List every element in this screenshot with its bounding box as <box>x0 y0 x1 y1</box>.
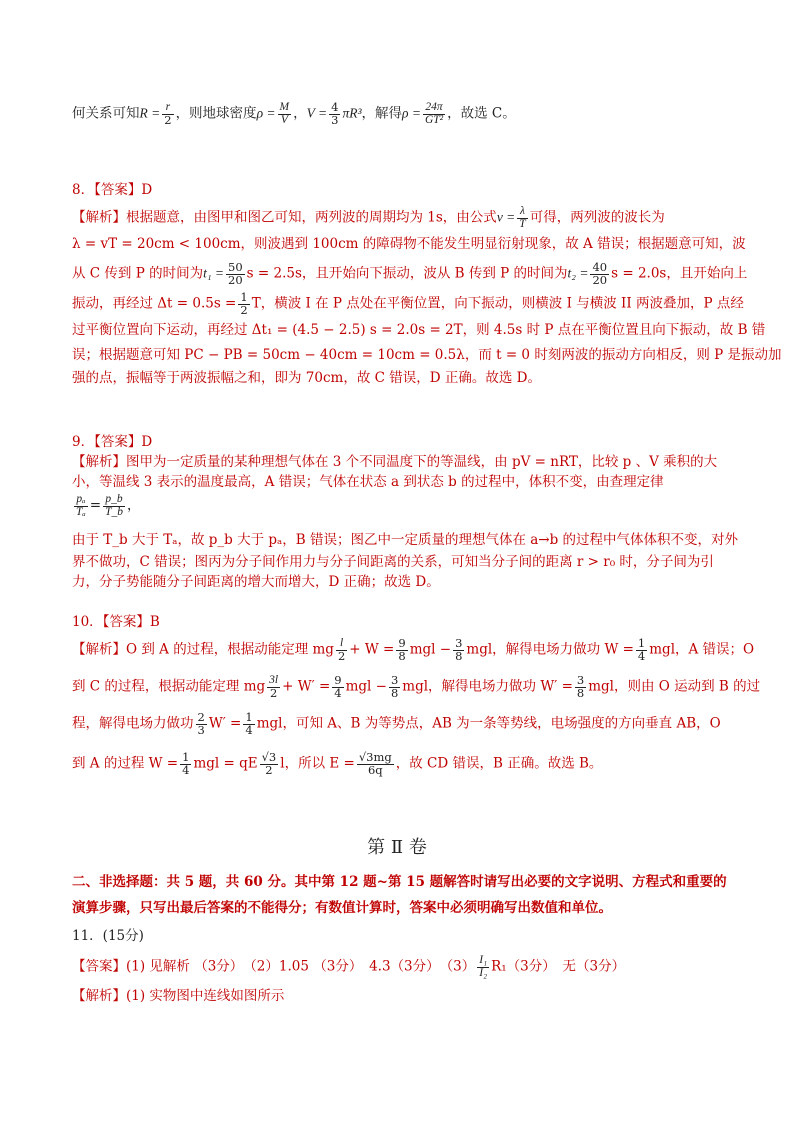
fraction: $\frac{2}{3}$ <box>197 710 205 737</box>
q11-answer-line: 【答案】(1) 见解析 （3分） （2）1.05 （3分） 4.3（3分） （3） $\frac{\text{I₁}}{\text{I₂}}$ R₁（3分） 无（3分） <box>72 954 626 979</box>
fraction: $\frac{40}{20}$ <box>592 260 608 287</box>
q8-analysis-line: 误；根据题意可知 PC − PB = 50cm − 40cm = 10cm = 0.5λ，而 t = 0 时刻两波的振动方向相反，则 P 是振动加 <box>72 347 782 363</box>
fraction: $\frac{50}{20}$ <box>228 260 243 287</box>
fraction: $\frac{3}{8}$ <box>455 636 463 663</box>
q9-analysis-line: 力，分子势能随分子间距离的增大而增大，D 正确；故选 D。 <box>72 574 440 590</box>
fraction: $\frac{3l}{2}$ <box>269 674 279 700</box>
q10-analysis-line: 【解析】O 到 A 的过程，根据动能定理 mg $\frac{l}{2}$ + W = $\frac{9}{8}$ mgl − $\frac{3}{8}$ mgl，解得电场力做功 W = $\frac{1}{4}$ mgl，A 错误；O <box>72 636 755 663</box>
q8-analysis-line: 振动，再经过 Δt = 0.5s = $\frac{1}{2}$ T，横波 I 在 P 点处在平衡位置，向下振动，则横波 I 与横波 II 两波叠加，P 点经 <box>72 290 744 317</box>
q10-analysis-line: 到 C 的过程，根据动能定理 mg $\frac{3l}{2}$ + W′ = $\frac{9}{4}$ mgl − $\frac{3}{8}$ mgl，解得电场力做功 W′ = $\frac{3}{8}$ mgl，则由 O 运动到 B 的过 <box>72 673 761 700</box>
q9-analysis-line: 【解析】图甲为一定质量的某种理想气体在 3 个不同温度下的等温线，由 pV = nRT，比较 p 、V 乘积的大 <box>72 454 718 470</box>
section-title: 第 Ⅱ 卷 <box>367 837 427 858</box>
q10-analysis-line: 到 A 的过程 W = $\frac{1}{4}$ mgl = qE $\frac{√3}{2}$ l，所以 E = $\frac{√3mg}{6q}$ ，故 CD 错误，B 正确。故选 B。 <box>72 750 603 777</box>
fraction: $\frac{3}{8}$ <box>576 673 585 700</box>
q9-analysis-line: 由于 T_b 大于 Tₐ，故 p_b 大于 pₐ，B 错误；图乙中一定质量的理想气体在 a→b 的过程中气体体积不变，对外 <box>72 532 739 548</box>
fraction: $\frac{9}{8}$ <box>398 636 406 663</box>
fraction: $\frac{r}{2}$ <box>164 101 172 127</box>
fraction: $\frac{\text{I₁}}{\text{I₂}}$ <box>479 954 488 979</box>
q9-analysis-line: 小，等温线 3 表示的温度最高，A 错误；气体在状态 a 到状态 b 的过程中，体积不变，由查理定律 <box>72 474 664 490</box>
q8-analysis-line: 从 C 传到 P 的时间为t₁ = $\frac{50}{20}$ s = 2.5s，且开始向下振动，波从 B 传到 P 的时间为t₂ = $\frac{40}{20}$ s = 2.0s，且开始向上 <box>72 260 748 287</box>
fraction: $\frac{1}{4}$ <box>637 636 646 663</box>
fraction: $\frac{\lambda}{T}$ <box>519 205 526 230</box>
q11-analysis-line: 【解析】(1) 实物图中连线如图所示 <box>72 988 285 1004</box>
fraction: $\frac{4}{3}$ <box>331 100 339 127</box>
fraction: $\frac{1}{4}$ <box>245 710 253 737</box>
section-instructions: 二、非选择题：共 5 题，共 60 分。其中第 12 题~第 15 题解答时请写出必要的文字说明、方程式和重要的 <box>72 874 727 890</box>
q11-heading: 11．(15分) <box>72 928 144 944</box>
fraction: $\frac{p\_b}{T\_b}$ <box>105 493 123 518</box>
fraction: $\frac{24\pi}{\text{GT²}}$ <box>424 101 444 126</box>
section-instructions: 演算步骤，只写出最后答案的不能得分；有数值计算时，答案中必须明确写出数值和单位。 <box>72 900 612 916</box>
q8-analysis-line: 过平衡位置向下运动，再经过 Δt₁ = (4.5 − 2.5) s = 2.0s = 2T，则 4.5s 时 P 点在平衡位置且向下振动，故 B 错 <box>72 322 766 338</box>
fraction: $\frac{1}{2}$ <box>240 290 248 317</box>
q10-answer-heading: 10．【答案】B <box>72 614 160 630</box>
fraction: $\frac{\text{pₐ}}{\text{Tₐ}}$ <box>76 493 86 518</box>
fraction: $\frac{√3}{2}$ <box>261 750 277 777</box>
fraction: $\frac{1}{4}$ <box>182 750 190 777</box>
q8-analysis-line: 【解析】根据题意，由图甲和图乙可知，两列波的周期均为 1s，由公式v = $\frac{\lambda}{T}$ 可得，两列波的波长为 <box>72 205 665 230</box>
q8-analysis-line: λ = vT = 20cm < 100cm，则波遇到 100cm 的障碍物不能发生明显衍射现象，故 A 错误；根据题意可知，波 <box>72 236 746 252</box>
q7-line: 何关系可知R = $\frac{r}{2}$ ，则地球密度ρ = $\frac{M}{V}$ ，V = $\frac{4}{3}$ πR³，解得ρ = $\frac{24\pi}{\text{GT²}}$ ，故选 C。 <box>72 100 516 127</box>
q9-charles-law: $\frac{\text{pₐ}}{\text{Tₐ}}$ = $\frac{p\_b}{T\_b}$ ， <box>76 493 141 518</box>
q8-answer-heading: 8．【答案】D <box>72 182 153 198</box>
fraction: $\frac{M}{V}$ <box>279 101 290 126</box>
q10-analysis-line: 程，解得电场力做功 $\frac{2}{3}$ W′ = $\frac{1}{4}$ mgl，可知 A、B 为等势点，AB 为一条等势线，电场强度的方向垂直 AB，O <box>72 710 721 737</box>
q9-answer-heading: 9．【答案】D <box>72 434 153 450</box>
q9-analysis-line: 界不做功，C 错误；图丙为分子间作用力与分子间距离的关系，可知当分子间的距离 r > r₀ 时，分子间为引 <box>72 554 714 570</box>
q8-analysis-line: 强的点，振幅等于两波振幅之和，即为 70cm，故 C 错误，D 正确。故选 D。 <box>72 370 541 386</box>
fraction: $\frac{3}{8}$ <box>390 673 399 700</box>
fraction: $\frac{l}{2}$ <box>337 637 346 663</box>
fraction: $\frac{√3mg}{6q}$ <box>358 750 392 777</box>
fraction: $\frac{9}{4}$ <box>334 673 342 700</box>
